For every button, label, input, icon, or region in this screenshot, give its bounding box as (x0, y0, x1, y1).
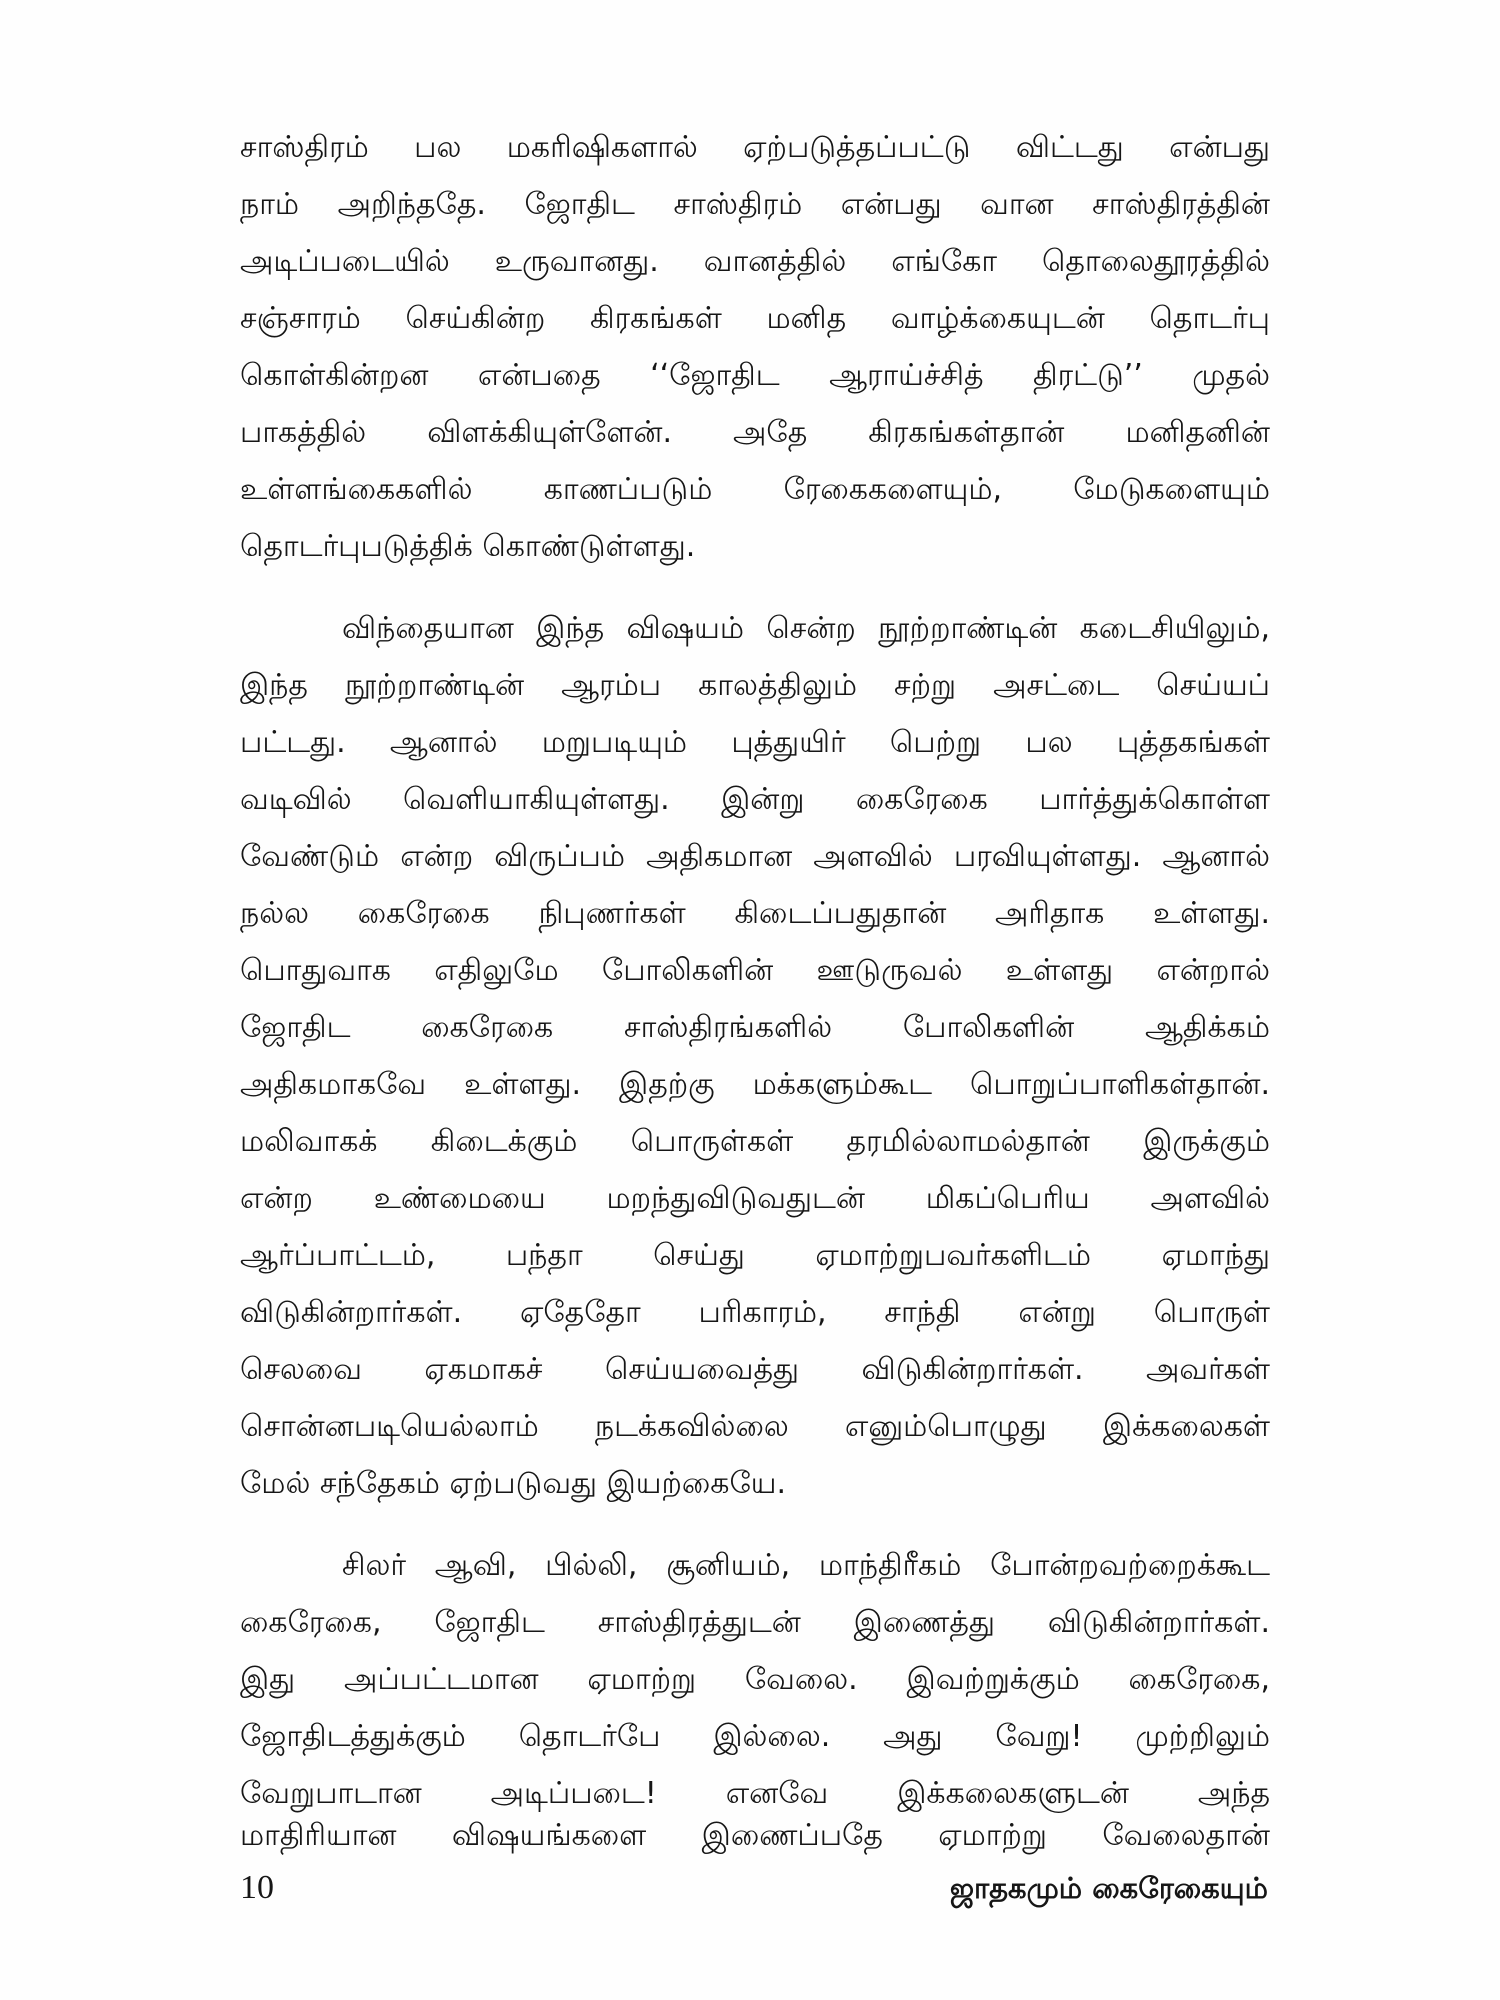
text-line: சாஸ்திரம் பல மகரிஷிகளால் ஏற்படுத்தப்பட்டு விட்டது என்பது (240, 130, 1270, 165)
text-line: செலவை ஏகமாகச் செய்யவைத்து விடுகின்றார்கள். அவர்கள் (240, 1352, 1270, 1387)
text-line: ஆர்ப்பாட்டம், பந்தா செய்து ஏமாற்றுபவர்களிடம் ஏமாந்து (240, 1238, 1270, 1273)
text-line: நல்ல கைரேகை நிபுணர்கள் கிடைப்பதுதான் அரிதாக உள்ளது. (240, 896, 1270, 931)
text-line: சஞ்சாரம் செய்கின்ற கிரகங்கள் மனித வாழ்க்கையுடன் தொடர்பு (240, 301, 1270, 336)
text-line: மாதிரியான விஷயங்களை இணைப்பதே ஏமாற்று வேலைதான் (240, 1818, 1270, 1853)
text-line: கொள்கின்றன என்பதை ‘‘ஜோதிட ஆராய்ச்சித் திரட்டு’’ முதல் (240, 358, 1270, 393)
text-line: என்ற உண்மையை மறந்துவிடுவதுடன் மிகப்பெரிய அளவில் (240, 1181, 1270, 1216)
text-line: சொன்னபடியெல்லாம் நடக்கவில்லை எனும்பொழுது இக்கலைகள் (240, 1409, 1270, 1444)
text-line: ஜோதிட கைரேகை சாஸ்திரங்களில் போலிகளின் ஆதிக்கம் (240, 1010, 1270, 1045)
text-line: மலிவாகக் கிடைக்கும் பொருள்கள் தரமில்லாமல்தான் இருக்கும் (240, 1124, 1270, 1159)
text-line: விடுகின்றார்கள். ஏதேதோ பரிகாரம், சாந்தி என்று பொருள் (240, 1295, 1270, 1330)
page-number: 10 (240, 1869, 274, 1906)
text-line: மேல் சந்தேகம் ஏற்படுவது இயற்கையே. (240, 1466, 787, 1501)
text-line: வடிவில் வெளியாகியுள்ளது. இன்று கைரேகை பார்த்துக்கொள்ள (240, 782, 1270, 817)
paragraph-first-line: விந்தையான இந்த விஷயம் சென்ற நூற்றாண்டின் கடைசியிலும், (342, 611, 1270, 646)
text-line: இந்த நூற்றாண்டின் ஆரம்ப காலத்திலும் சற்று அசட்டை செய்யப் (240, 668, 1270, 703)
text-line: ஜோதிடத்துக்கும் தொடர்பே இல்லை. அது வேறு! முற்றிலும் (240, 1719, 1270, 1754)
paragraph-first-line: சிலர் ஆவி, பில்லி, சூனியம், மாந்திரீகம் போன்றவற்றைக்கூட (342, 1548, 1270, 1583)
text-line: வேண்டும் என்ற விருப்பம் அதிகமான அளவில் பரவியுள்ளது. ஆனால் (240, 839, 1270, 874)
text-line: உள்ளங்கைகளில் காணப்படும் ரேகைகளையும், மேடுகளையும் (240, 472, 1270, 507)
running-footer-title: ஜாதகமும் கைரேகையும் (949, 1871, 1268, 1905)
text-line: பாகத்தில் விளக்கியுள்ளேன். அதே கிரகங்கள்தான் மனிதனின் (240, 415, 1270, 450)
text-line: கைரேகை, ஜோதிட சாஸ்திரத்துடன் இணைத்து விடுகின்றார்கள். (240, 1605, 1270, 1640)
text-line: வேறுபாடான அடிப்படை! எனவே இக்கலைகளுடன் அந்த (240, 1776, 1270, 1811)
text-line: தொடர்புபடுத்திக் கொண்டுள்ளது. (240, 529, 696, 564)
text-line: பொதுவாக எதிலுமே போலிகளின் ஊடுருவல் உள்ளது என்றால் (240, 953, 1270, 988)
text-line: பட்டது. ஆனால் மறுபடியும் புத்துயிர் பெற்று பல புத்தகங்கள் (240, 725, 1270, 760)
text-line: அடிப்படையில் உருவானது. வானத்தில் எங்கோ தொலைதூரத்தில் (240, 244, 1270, 279)
text-line: இது அப்பட்டமான ஏமாற்று வேலை. இவற்றுக்கும் கைரேகை, (240, 1662, 1270, 1697)
text-line: நாம் அறிந்ததே. ஜோதிட சாஸ்திரம் என்பது வான சாஸ்திரத்தின் (240, 187, 1270, 222)
text-line: அதிகமாகவே உள்ளது. இதற்கு மக்களும்கூட பொறுப்பாளிகள்தான். (240, 1067, 1270, 1102)
